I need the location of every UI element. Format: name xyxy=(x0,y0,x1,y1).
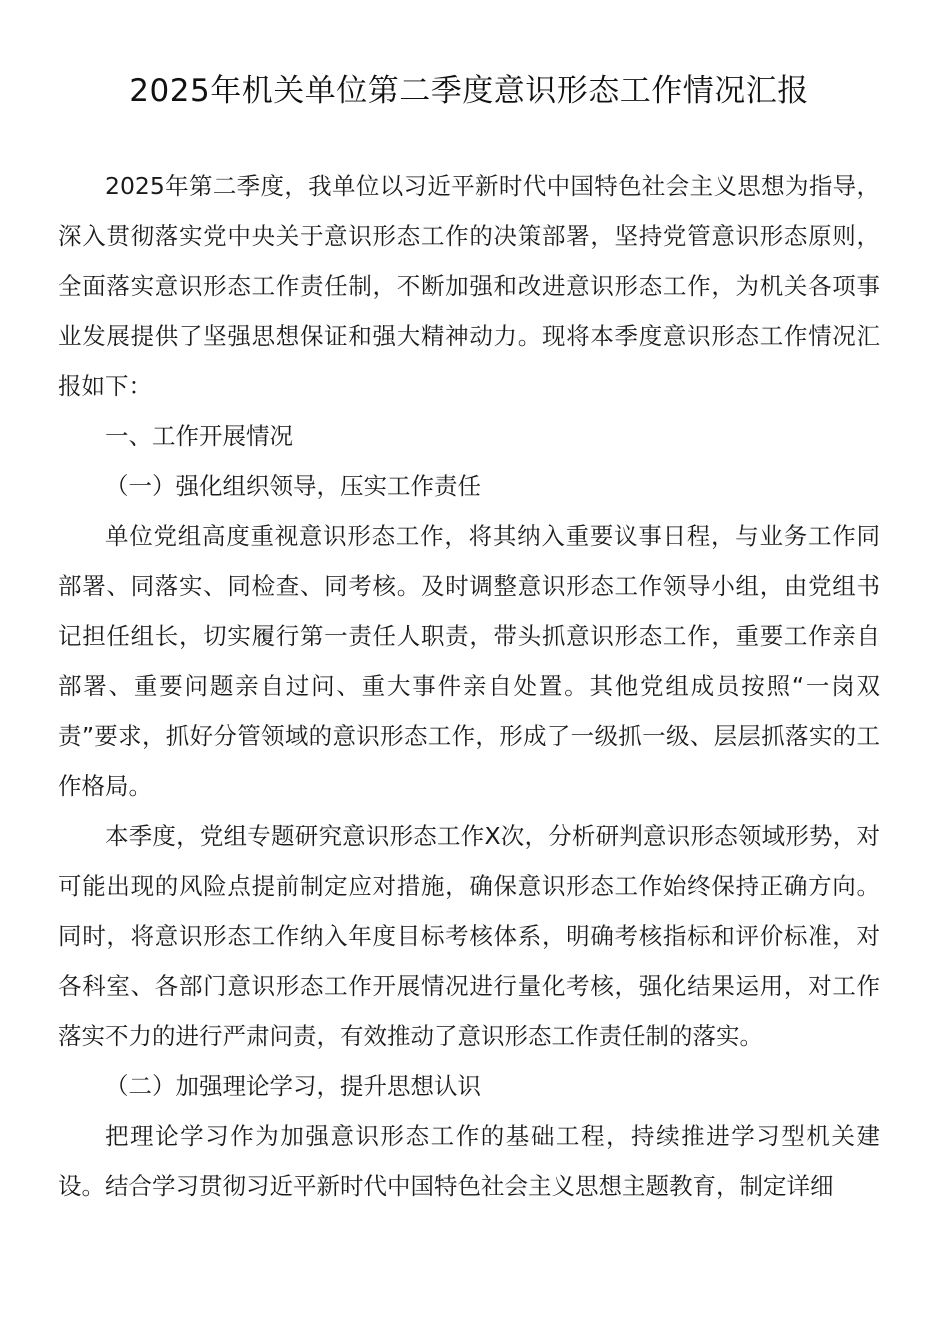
body-paragraph: 单位党组高度重视意识形态工作，将其纳入重要议事日程，与业务工作同部署、同落实、同检查、同考核。及时调整意识形态工作领导小组，由党组书记担任组长，切实履行第一责任人职责，带头抓意识形态工作，重要工作亲自部署、重要问题亲自过问、重大事件亲自处置。其他党组成员按照“一岗双责”要求，抓好分管领域的意识形态工作，形成了一级抓一级、层层抓落实的工作格局。 xyxy=(58,522,880,800)
subsection-heading: （一）强化组织领导，压实工作责任 xyxy=(105,472,481,500)
subsection-heading: （二）加强理论学习，提升思想认识 xyxy=(105,1072,481,1100)
document-body xyxy=(58,161,880,1211)
document-page xyxy=(58,0,880,1211)
body-paragraph: 本季度，党组专题研究意识形态工作X次，分析研判意识形态领域形势，对可能出现的风险点提前制定应对措施，确保意识形态工作始终保持正确方向。同时，将意识形态工作纳入年度目标考核体系，明确考核指标和评价标准，对各科室、各部门意识形态工作开展情况进行量化考核，强化结果运用，对工作落实不力的进行严肃问责，有效推动了意识形态工作责任制的落实。 xyxy=(58,822,880,1050)
section-heading: 一、工作开展情况 xyxy=(105,422,293,450)
document-title: 2025年机关单位第二季度意识形态工作情况汇报 xyxy=(129,73,809,109)
intro-paragraph: 2025年第二季度，我单位以习近平新时代中国特色社会主义思想为指导，深入贯彻落实党中央关于意识形态工作的决策部署，坚持党管意识形态原则，全面落实意识形态工作责任制，不断加强和改进意识形态工作，为机关各项事业发展提供了坚强思想保证和强大精神动力。现将本季度意识形态工作情况汇报如下： xyxy=(58,172,880,400)
body-paragraph: 把理论学习作为加强意识形态工作的基础工程，持续推进学习型机关建设。结合学习贯彻习近平新时代中国特色社会主义思想主题教育，制定详细 xyxy=(58,1122,880,1200)
